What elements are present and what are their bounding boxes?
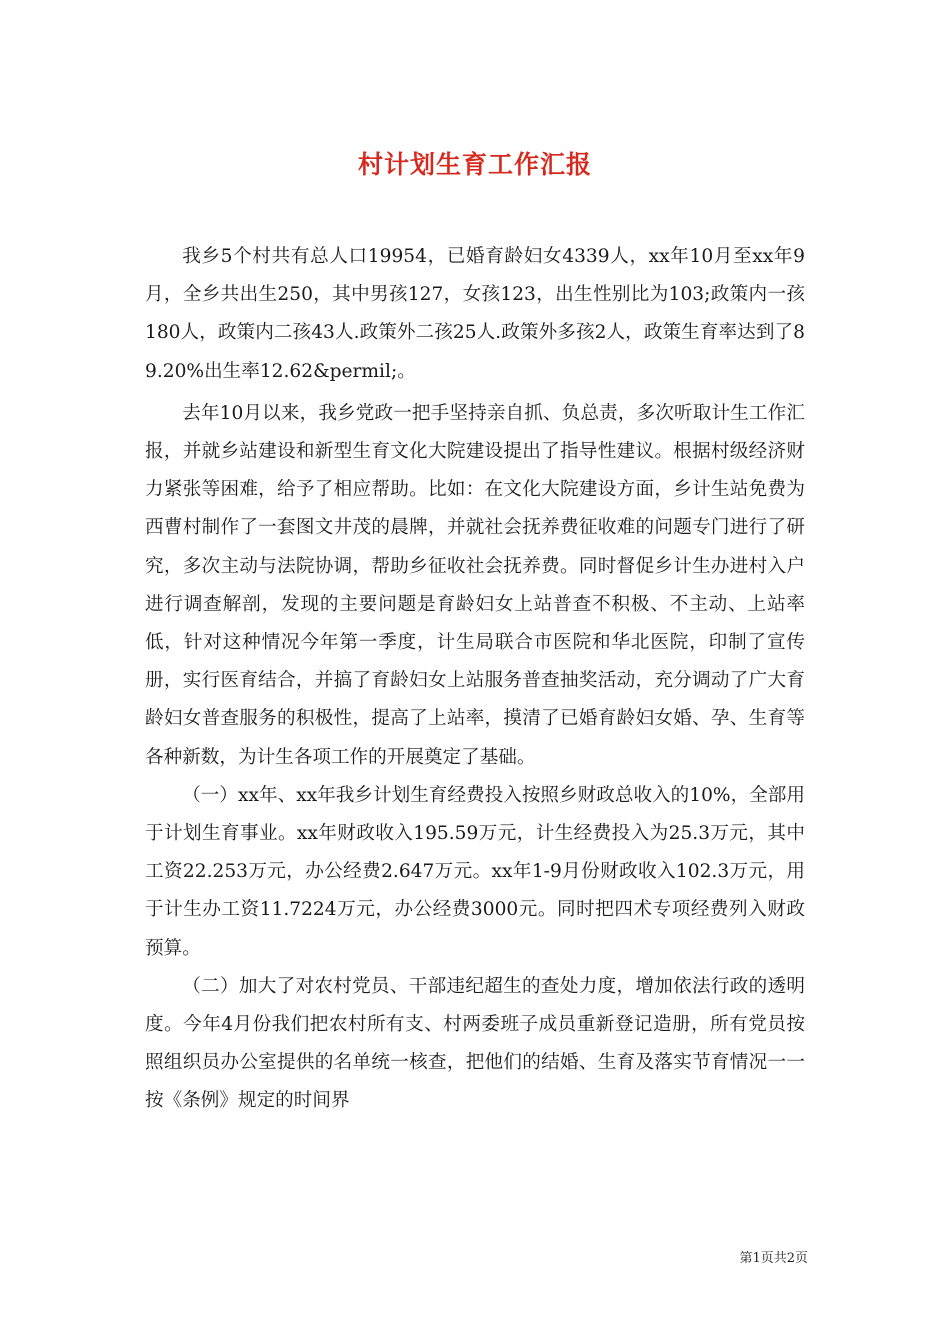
document-title: 村计划生育工作汇报 <box>357 149 592 179</box>
document-body <box>145 238 805 1121</box>
paragraph-2: 去年10月以来，我乡党政一把手坚持亲自抓、负总责，多次听取计生工作汇报，并就乡站建设和新型生育文化大院建设提出了指导性建议。根据村级经济财力紧张等困难，给予了相应帮助。比如：在文化大院建设方面，乡计生站免费为西曹村制作了一套图文井茂的晨牌，并就社会抚养费征收难的问题专门进行了研究，多次主动与法院协调，帮助乡征收社会抚养费。同时督促乡计生办进村入户进行调查解剖，发现的主要问题是育龄妇女上站普查不积极、不主动、上站率低，针对这种情况今年第一季度，计生局联合市医院和华北医院，印制了宣传册，实行医育结合，并搞了育龄妇女上站服务普查抽奖活动，充分调动了广大育龄妇女普查服务的积极性，提高了上站率，摸清了已婚育龄妇女婚、孕、生育等各种新数，为计生各项工作的开展奠定了基础。 <box>145 402 805 768</box>
page-number: 第1页共2页 <box>739 1251 808 1266</box>
paragraph-4: （二）加大了对农村党员、干部违纪超生的查处力度，增加依法行政的透明度。今年4月份我们把农村所有支、村两委班子成员重新登记造册，所有党员按照组织员办公室提供的名单统一核查，把他们的结婚、生育及落实节育情况一一按《条例》规定的时间界 <box>145 975 805 1112</box>
paragraph-1: 我乡5个村共有总人口19954，已婚育龄妇女4339人，xx年10月至xx年9月，全乡共出生250，其中男孩127，女孩123，出生性别比为103;政策内一孩180人，政策内二孩43人.政策外二孩25人.政策外多孩2人，政策生育率达到了89.20%出生率12.62&permil;。 <box>145 246 805 382</box>
paragraph-3: （一）xx年、xx年我乡计划生育经费投入按照乡财政总收入的10%，全部用于计划生育事业。xx年财政收入195.59万元，计生经费投入为25.3万元，其中工资22.253万元，办公经费2.647万元。xx年1-9月份财政收入102.3万元，用于计生办工资11.7224万元，办公经费3000元。同时把四术专项经费列入财政预算。 <box>145 784 805 959</box>
